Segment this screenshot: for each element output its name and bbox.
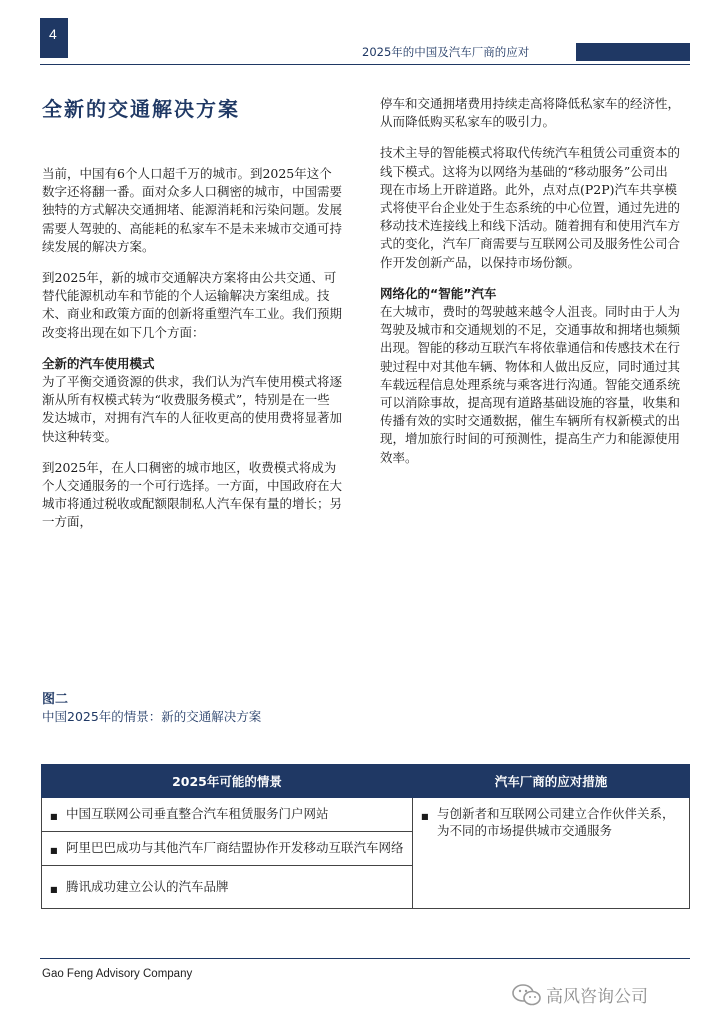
scenario-text: 阿里巴巴成功与其他汽车厂商结盟协作开发移动互联汽车网络: [66, 840, 404, 855]
figure-caption: 中国2025年的情景：新的交通解决方案: [42, 709, 262, 724]
list-item: [42, 798, 412, 832]
table-header-scenarios: 2025年可能的情景: [42, 765, 413, 798]
section-title: 全新的交通解决方案: [42, 97, 240, 121]
wechat-icon: [512, 983, 542, 1007]
usage-model-paragraph-2: 到2025年，在人口稠密的城市地区，收费模式将成为个人交通服务的一个可行选择。一方面，中国政府在大城市将通过税收或配额限制私人汽车保有量的增长；另一方面，: [42, 459, 343, 530]
usage-model-paragraph-1: 为了平衡交通资源的供求，我们认为汽车使用模式将逐渐从所有权模式转为“收费服务模式”，特别是在一些发达城市，对拥有汽车的人征收更高的使用费将显著加快这种转变。: [42, 374, 343, 444]
bullet-icon: ■: [50, 846, 58, 855]
response-text: 与创新者和互联网公司建立合作伙伴关系，为不同的市场提供城市交通服务: [437, 806, 675, 838]
page-number: 4: [40, 18, 68, 58]
bullet-icon: ■: [50, 885, 58, 894]
continued-paragraph: 停车和交通拥堵费用持续走高将降低私家车的经济性，从而降低购买私家车的吸引力。: [380, 96, 681, 130]
header-accent-bar: [576, 43, 690, 61]
right-column: [380, 95, 680, 480]
mobility-services-paragraph: 技术主导的智能模式将取代传统汽车租赁公司重资本的线下模式。这将为以网络为基础的“移动服务”公司出现在市场上开辟道路。此外，点对点(P2P)汽车共享模式将使平台企业处于生态系统的中心位置，通过先进的移动技术连接线上和线下活动。随着拥有和使用汽车方式的变化，汽车厂商需要与互联网公司及服务性公司合作开发创新产品，以保持市场份额。: [380, 145, 681, 270]
footer-divider: [40, 958, 690, 959]
list-item: [42, 866, 412, 908]
running-header-title: 2025年的中国及汽车厂商的应对: [362, 45, 530, 59]
scenario-table: [41, 764, 690, 909]
scenarios-cell: [42, 798, 413, 909]
intro-paragraph-2: 到2025年，新的城市交通解决方案将由公共交通、可替代能源机动车和节能的个人运输解决方案组成。技术、商业和政策方面的创新将重塑汽车工业。我们预期改变将出现在如下几个方面：: [42, 270, 343, 340]
responses-cell: [413, 798, 690, 909]
watermark-text: 高风咨询公司: [546, 987, 648, 1007]
left-column: [42, 95, 342, 545]
intro-paragraph-1: 当前，中国有6个人口超千万的城市。到2025年这个数字还将翻一番。面对众多人口稠密的城市，中国需要独特的方式解决交通拥堵、能源消耗和污染问题。发展需要人驾驶的、高能耗的私家车不是未来城市交通可持续发展的解决方案。: [42, 166, 343, 254]
footer-company-name: Gao Feng Advisory Company: [42, 968, 193, 980]
list-item: [42, 832, 412, 866]
scenario-text: 中国互联网公司垂直整合汽车租赁服务门户网站: [66, 806, 329, 821]
scenario-text: 腾讯成功建立公认的汽车品牌: [66, 879, 229, 894]
wechat-watermark: [512, 982, 648, 1007]
header-divider: [40, 64, 690, 65]
list-item: [413, 798, 689, 846]
subheading-smart-car: 网络化的“智能”汽车: [380, 285, 497, 301]
figure-label: 图二: [42, 692, 69, 707]
subheading-usage-model: 全新的汽车使用模式: [42, 355, 155, 371]
bullet-icon: ■: [421, 812, 429, 821]
table-header-responses: 汽车厂商的应对措施: [413, 765, 690, 798]
bullet-icon: ■: [50, 812, 58, 821]
smart-car-paragraph: 在大城市，费时的驾驶越来越令人沮丧。同时由于人为驾驶及城市和交通规划的不足，交通事故和拥堵也频频出现。智能的移动互联汽车将依靠通信和传感技术在行驶过程中对其他车辆、物体和人做出反应，同时通过其车载远程信息处理系统与乘客进行沟通。智能交通系统可以消除事故，提高现有道路基础设施的容量，收集和传播有效的实时交通数据，催生车辆所有权新模式的出现，增加旅行时间的可预测性，提高生产力和能源使用效率。: [380, 304, 681, 465]
